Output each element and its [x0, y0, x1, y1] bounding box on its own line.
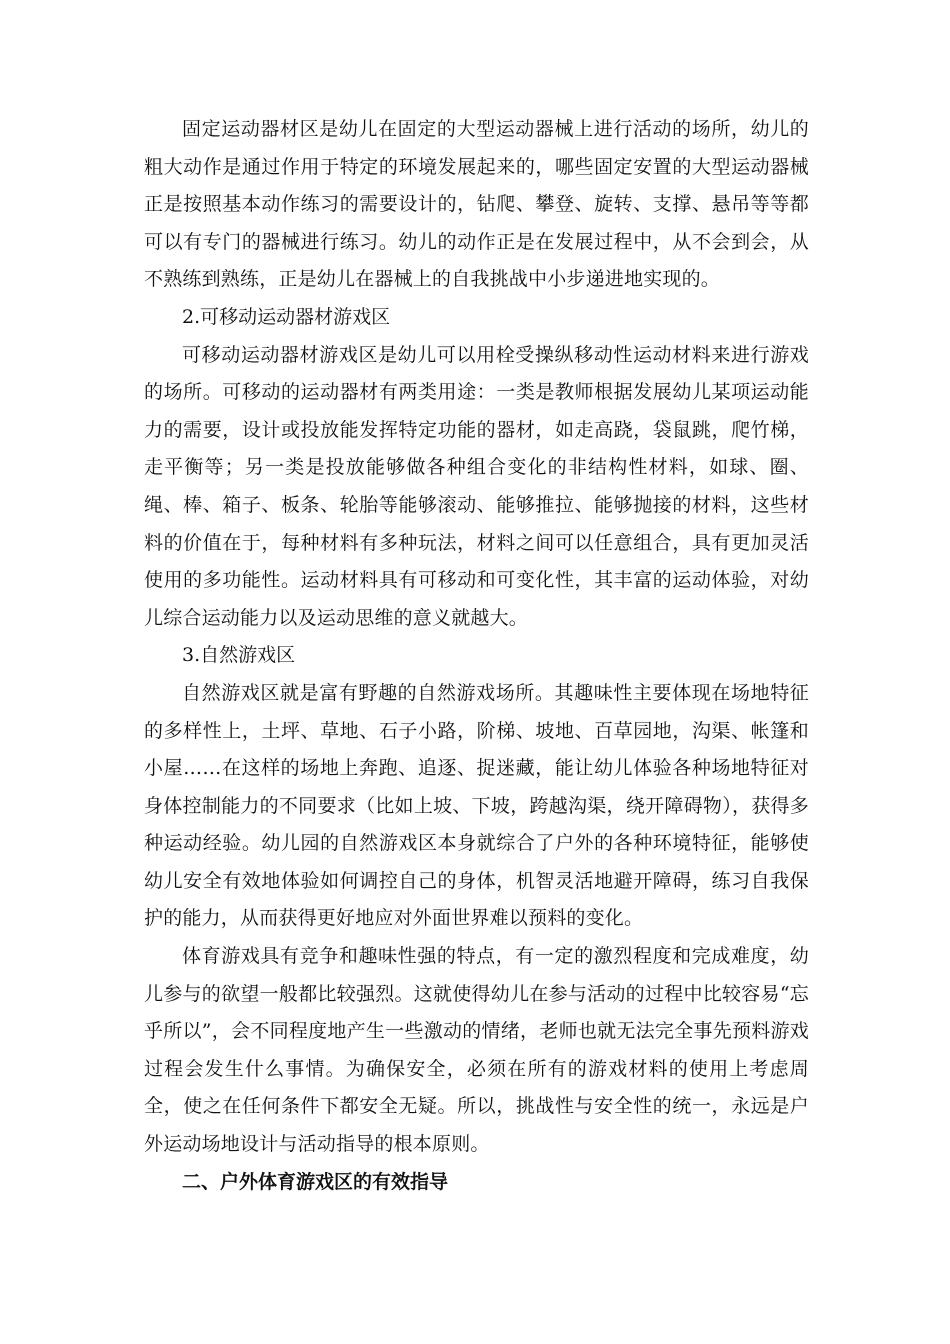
subheading-natural-play-area: 3.自然游戏区	[182, 644, 296, 667]
paragraph-fixed-equipment-area: 固定运动器材区是幼儿在固定的大型运动器械上进行活动的场所，幼儿的粗大动作是通过作用于特定的环境发展起来的，哪些固定安置的大型运动器械正是按照基本动作练习的需要设计的，钻爬、攀登、旋转、支撑、悬吊等等都可以有专门的器械进行练习。幼儿的动作正是在发展过程中，从不会到会，从不熟练到熟练，正是幼儿在器械上的自我挑战中小步递进地实现的。	[144, 118, 809, 291]
section-heading-effective-guidance: 二、户外体育游戏区的有效指导	[182, 1170, 449, 1193]
paragraph-safety-principle: 体育游戏具有竞争和趣味性强的特点，有一定的激烈程度和完成难度，幼儿参与的欲望一般都比较强烈。这就使得幼儿在参与活动的过程中比较容易“忘乎所以”，会不同程度地产生一些激动的情绪，老师也就无法完全事先预料游戏过程会发生什么事情。为确保安全，必须在所有的游戏材料的使用上考虑周全，使之在任何条件下都安全无疑。所以，挑战性与安全性的统一，永远是户外运动场地设计与活动指导的根本原则。	[144, 945, 809, 1156]
document-page	[144, 111, 809, 1201]
paragraph-movable-equipment-area: 可移动运动器材游戏区是幼儿可以用栓受操纵移动性运动材料来进行游戏的场所。可移动的运动器材有两类用途：一类是教师根据发展幼儿某项运动能力的需要，设计或投放能发挥特定功能的器材，如走高跷，袋鼠跳，爬竹梯，走平衡等；另一类是投放能够做各种组合变化的非结构性材料，如球、圈、绳、棒、箱子、板条、轮胎等能够滚动、能够推拉、能够抛接的材料，这些材料的价值在于，每种材料有多种玩法，材料之间可以任意组合，具有更加灵活使用的多功能性。运动材料具有可移动和可变化性，其丰富的运动体验，对幼儿综合运动能力以及运动思维的意义就越大。	[144, 343, 809, 629]
subheading-movable-equipment-area: 2.可移动运动器材游戏区	[182, 305, 391, 328]
paragraph-natural-play-area: 自然游戏区就是富有野趣的自然游戏场所。其趣味性主要体现在场地特征的多样性上，土坪、草地、石子小路，阶梯、坡地、百草园地，沟渠、帐篷和小屋……在这样的场地上奔跑、追逐、捉迷藏，能让幼儿体验各种场地特征对身体控制能力的不同要求（比如上坡、下坡，跨越沟渠，绕开障碍物），获得多种运动经验。幼儿园的自然游戏区本身就综合了户外的各种环境特征，能够使幼儿安全有效地体验如何调控自己的身体，机智灵活地避开障碍，练习自我保护的能力，从而获得更好地应对外面世界难以预料的变化。	[144, 681, 809, 930]
